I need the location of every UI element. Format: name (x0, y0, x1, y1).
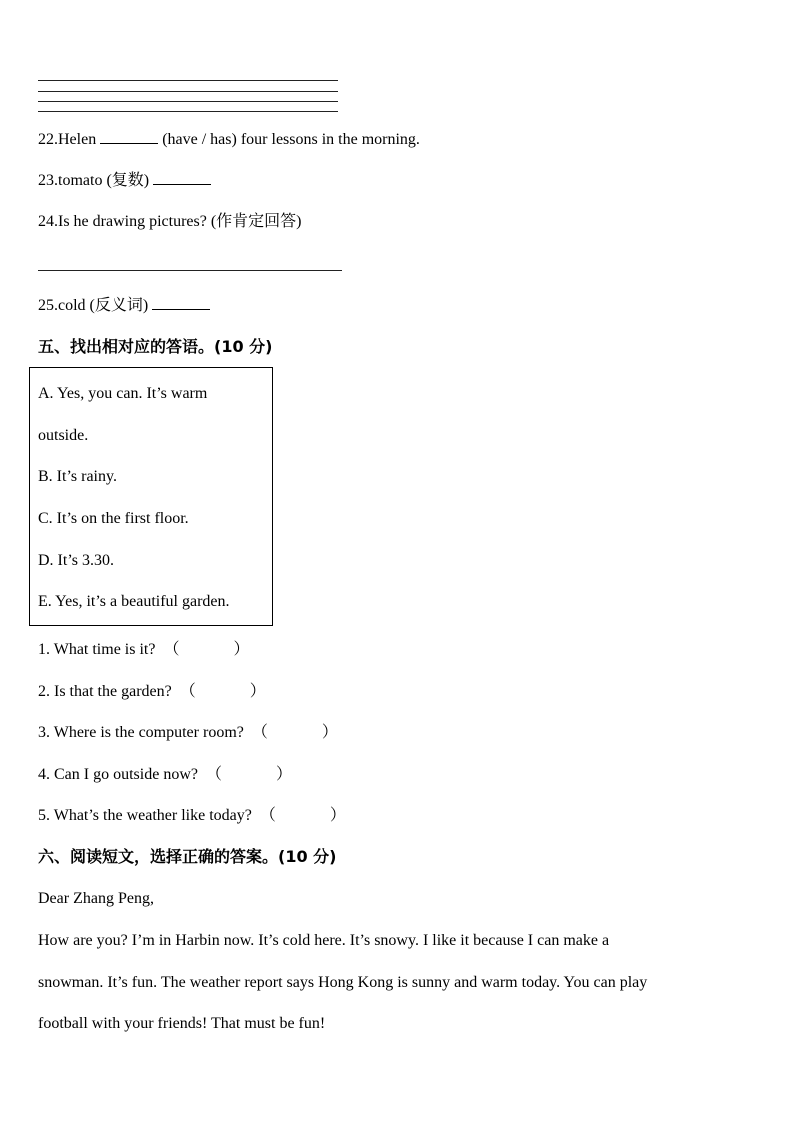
answer-line[interactable] (38, 270, 342, 271)
writing-line (38, 111, 338, 112)
question-number: 25. (38, 297, 58, 314)
writing-line (38, 80, 338, 81)
paren-close: ） (249, 683, 266, 700)
question-22 (38, 129, 420, 150)
option-b: B. It’s rainy. (38, 468, 117, 485)
match-question-1 (38, 640, 250, 660)
question-25 (38, 295, 210, 316)
question-text: tomato (复数) (58, 172, 150, 189)
question-number: 24. (38, 213, 58, 230)
paren-close: ） (329, 807, 346, 824)
option-a-line2: outside. (38, 427, 89, 444)
question-text: Is he drawing pictures? (作肯定回答) (58, 213, 302, 230)
letter-greeting: Dear Zhang Peng, (38, 890, 154, 907)
option-a-line1: A. Yes, you can. It’s warm (38, 385, 208, 402)
section-6-title: 六、阅读短文，选择正确的答案。(10 分) (38, 847, 337, 866)
option-e: E. Yes, it’s a beautiful garden. (38, 593, 230, 610)
answer-options-box (29, 367, 273, 626)
answer-blank[interactable] (152, 295, 210, 310)
answer-blank[interactable] (100, 129, 158, 144)
question-text: 3. Where is the computer room? (38, 724, 244, 741)
paren-open: （ (259, 807, 276, 824)
match-question-3 (38, 723, 338, 743)
question-number: 22. (38, 131, 58, 148)
paren-open: （ (163, 641, 180, 658)
match-question-5 (38, 806, 346, 826)
paren-open: （ (251, 724, 268, 741)
question-text: 2. Is that the garden? (38, 683, 172, 700)
paren-open: （ (179, 683, 196, 700)
paren-open: （ (205, 766, 222, 783)
match-question-4 (38, 765, 292, 785)
question-text: (have / has) four lessons in the morning. (162, 131, 420, 148)
letter-line: snowman. It’s fun. The weather report says Hong Kong is sunny and warm today. You can play (38, 974, 648, 991)
question-text: Helen (58, 131, 97, 148)
question-24 (38, 212, 302, 232)
question-number: 23. (38, 172, 58, 189)
letter-line: football with your friends! That must be fun! (38, 1015, 326, 1032)
question-text: 4. Can I go outside now? (38, 766, 198, 783)
answer-blank[interactable] (153, 170, 211, 185)
question-text: 5. What’s the weather like today? (38, 807, 252, 824)
section-5-title: 五、找出相对应的答语。(10 分) (38, 337, 273, 356)
question-text: cold (反义词) (58, 297, 149, 314)
question-23 (38, 170, 211, 191)
paren-close: ） (233, 641, 250, 658)
option-d: D. It’s 3.30. (38, 552, 114, 569)
writing-line (38, 101, 338, 102)
letter-line: How are you? I’m in Harbin now. It’s cold here. It’s snowy. I like it because I can make a (38, 932, 610, 949)
match-question-2 (38, 682, 266, 702)
paren-close: ） (276, 766, 293, 783)
question-text: 1. What time is it? (38, 641, 156, 658)
option-c: C. It’s on the first floor. (38, 510, 189, 527)
paren-close: ） (321, 724, 338, 741)
writing-line (38, 91, 338, 92)
